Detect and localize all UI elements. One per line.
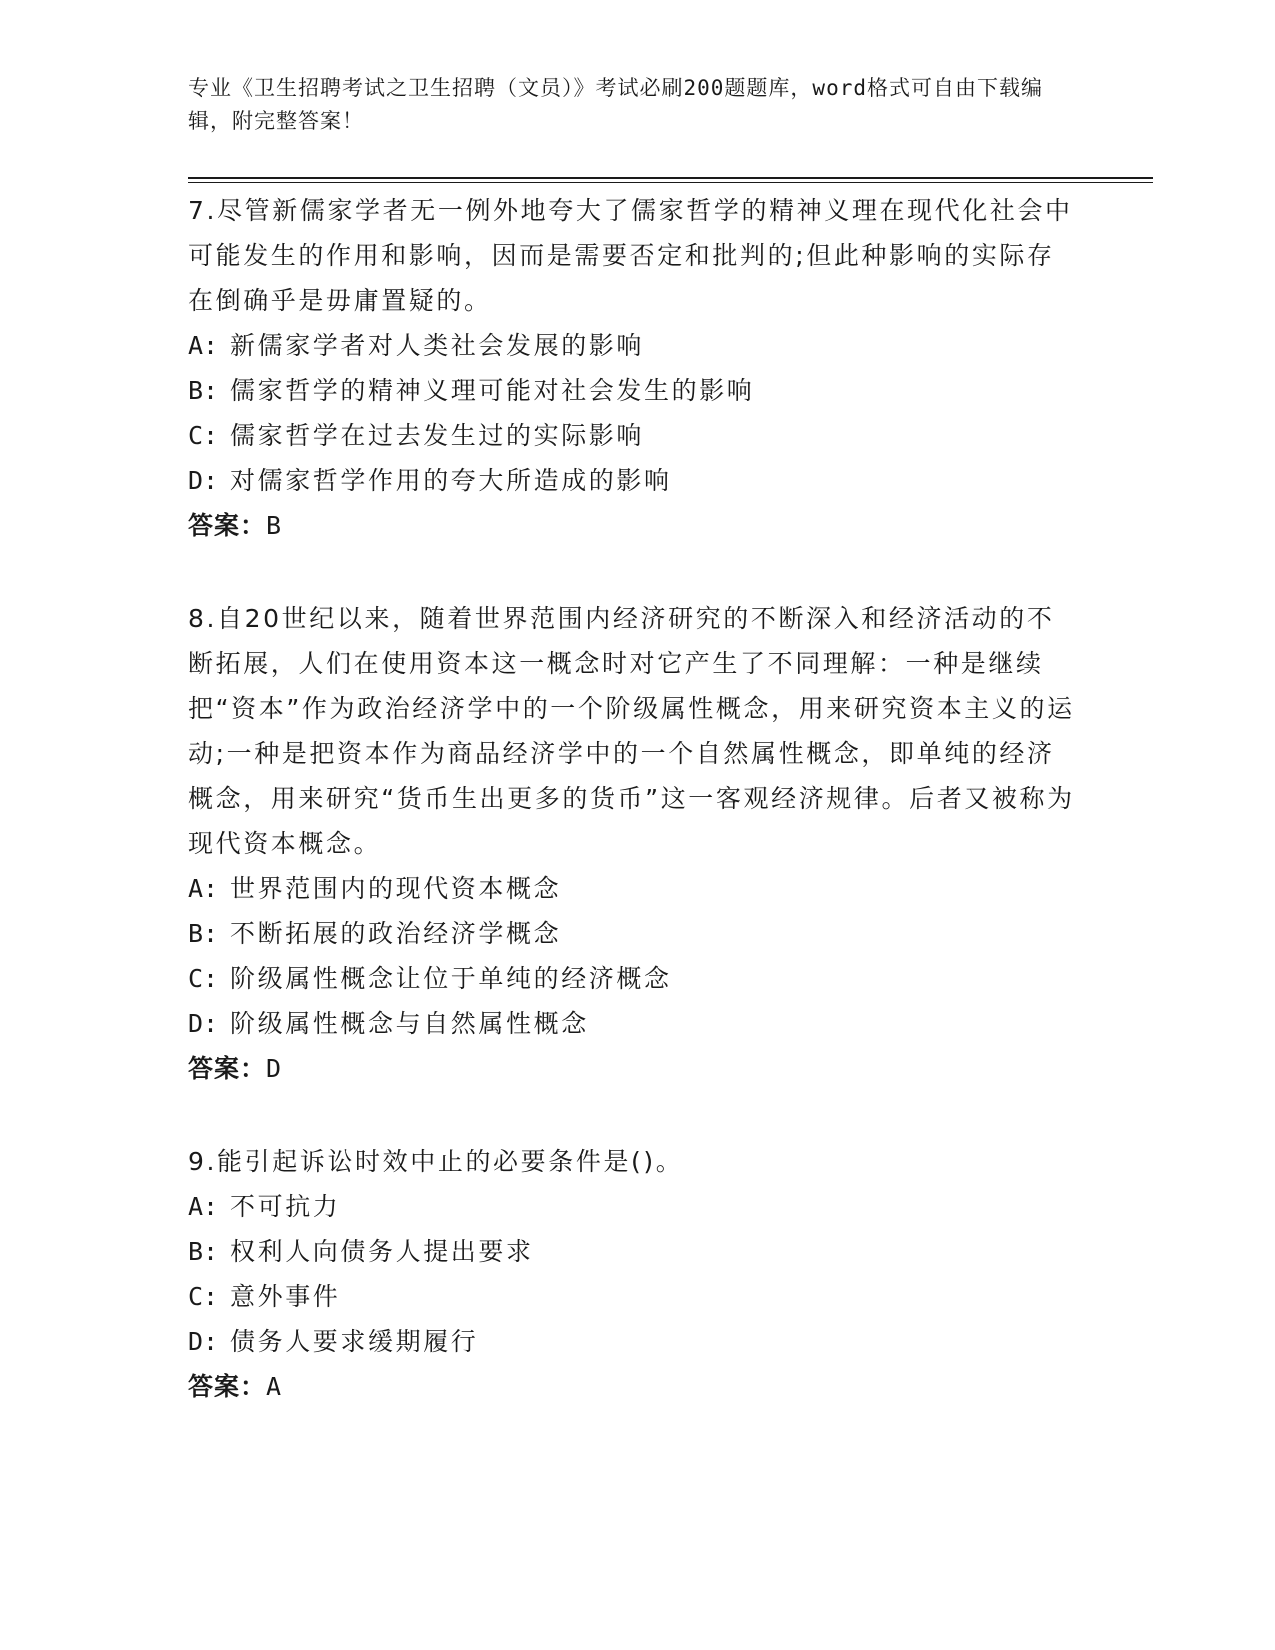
answer-line	[188, 503, 1078, 548]
question-list	[188, 188, 1078, 1457]
option-a	[188, 323, 1078, 368]
option-letter: D:	[188, 1327, 219, 1356]
option-text: 不断拓展的政治经济学概念	[230, 919, 562, 948]
question-7	[188, 188, 1078, 548]
answer-line	[188, 1364, 1078, 1409]
option-text: 儒家哲学的精神义理可能对社会发生的影响	[230, 376, 755, 405]
answer-value: B	[266, 511, 283, 540]
option-c	[188, 956, 1078, 1001]
option-letter: C:	[188, 421, 219, 450]
answer-label: 答案：	[188, 1372, 267, 1401]
option-d	[188, 1319, 1078, 1364]
answer-line	[188, 1046, 1078, 1091]
option-text: 儒家哲学在过去发生过的实际影响	[230, 421, 645, 450]
option-letter: B:	[188, 376, 219, 405]
option-letter: D:	[188, 1009, 219, 1038]
option-a	[188, 1184, 1078, 1229]
option-text: 阶级属性概念让位于单纯的经济概念	[230, 964, 672, 993]
option-b	[188, 368, 1078, 413]
option-letter: D:	[188, 466, 219, 495]
document-header: 专业《卫生招聘考试之卫生招聘（文员）》考试必刷200题题库，word格式可自由下载编辑，附完整答案！	[188, 76, 1043, 133]
option-text: 新儒家学者对人类社会发展的影响	[230, 331, 645, 360]
question-8	[188, 596, 1078, 1091]
option-letter: A:	[188, 331, 219, 360]
answer-label: 答案：	[188, 511, 267, 540]
option-letter: B:	[188, 1237, 219, 1266]
option-text: 债务人要求缓期履行	[230, 1327, 479, 1356]
question-stem: 8.自20世纪以来，随着世界范围内经济研究的不断深入和经济活动的不断拓展，人们在使用资本这一概念时对它产生了不同理解：一种是继续把“资本”作为政治经济学中的一个阶级属性概念，用来研究资本主义的运动;一种是把资本作为商品经济学中的一个自然属性概念，即单纯的经济概念，用来研究“货币生出更多的货币”这一客观经济规律。后者又被称为现代资本概念。	[188, 604, 1075, 858]
header-divider-thin	[188, 182, 1153, 183]
option-letter: A:	[188, 874, 219, 903]
option-letter: C:	[188, 964, 219, 993]
option-text: 阶级属性概念与自然属性概念	[230, 1009, 589, 1038]
option-text: 世界范围内的现代资本概念	[230, 874, 562, 903]
option-d	[188, 1001, 1078, 1046]
option-letter: C:	[188, 1282, 219, 1311]
option-a	[188, 866, 1078, 911]
answer-value: A	[266, 1372, 283, 1401]
option-b	[188, 911, 1078, 956]
option-text: 意外事件	[230, 1282, 341, 1311]
answer-value: D	[266, 1054, 283, 1083]
option-b	[188, 1229, 1078, 1274]
option-text: 对儒家哲学作用的夸大所造成的影响	[230, 466, 672, 495]
option-text: 不可抗力	[230, 1192, 341, 1221]
option-text: 权利人向债务人提出要求	[230, 1237, 534, 1266]
answer-label: 答案：	[188, 1054, 267, 1083]
question-stem: 9.能引起诉讼时效中止的必要条件是()。	[188, 1147, 684, 1176]
question-9	[188, 1139, 1078, 1409]
header-divider-thick	[188, 177, 1153, 179]
option-letter: B:	[188, 919, 219, 948]
option-c	[188, 1274, 1078, 1319]
question-stem: 7.尽管新儒家学者无一例外地夸大了儒家哲学的精神义理在现代化社会中可能发生的作用和影响，因而是需要否定和批判的;但此种影响的实际存在倒确乎是毋庸置疑的。	[188, 196, 1073, 315]
option-c	[188, 413, 1078, 458]
option-d	[188, 458, 1078, 503]
option-letter: A:	[188, 1192, 219, 1221]
